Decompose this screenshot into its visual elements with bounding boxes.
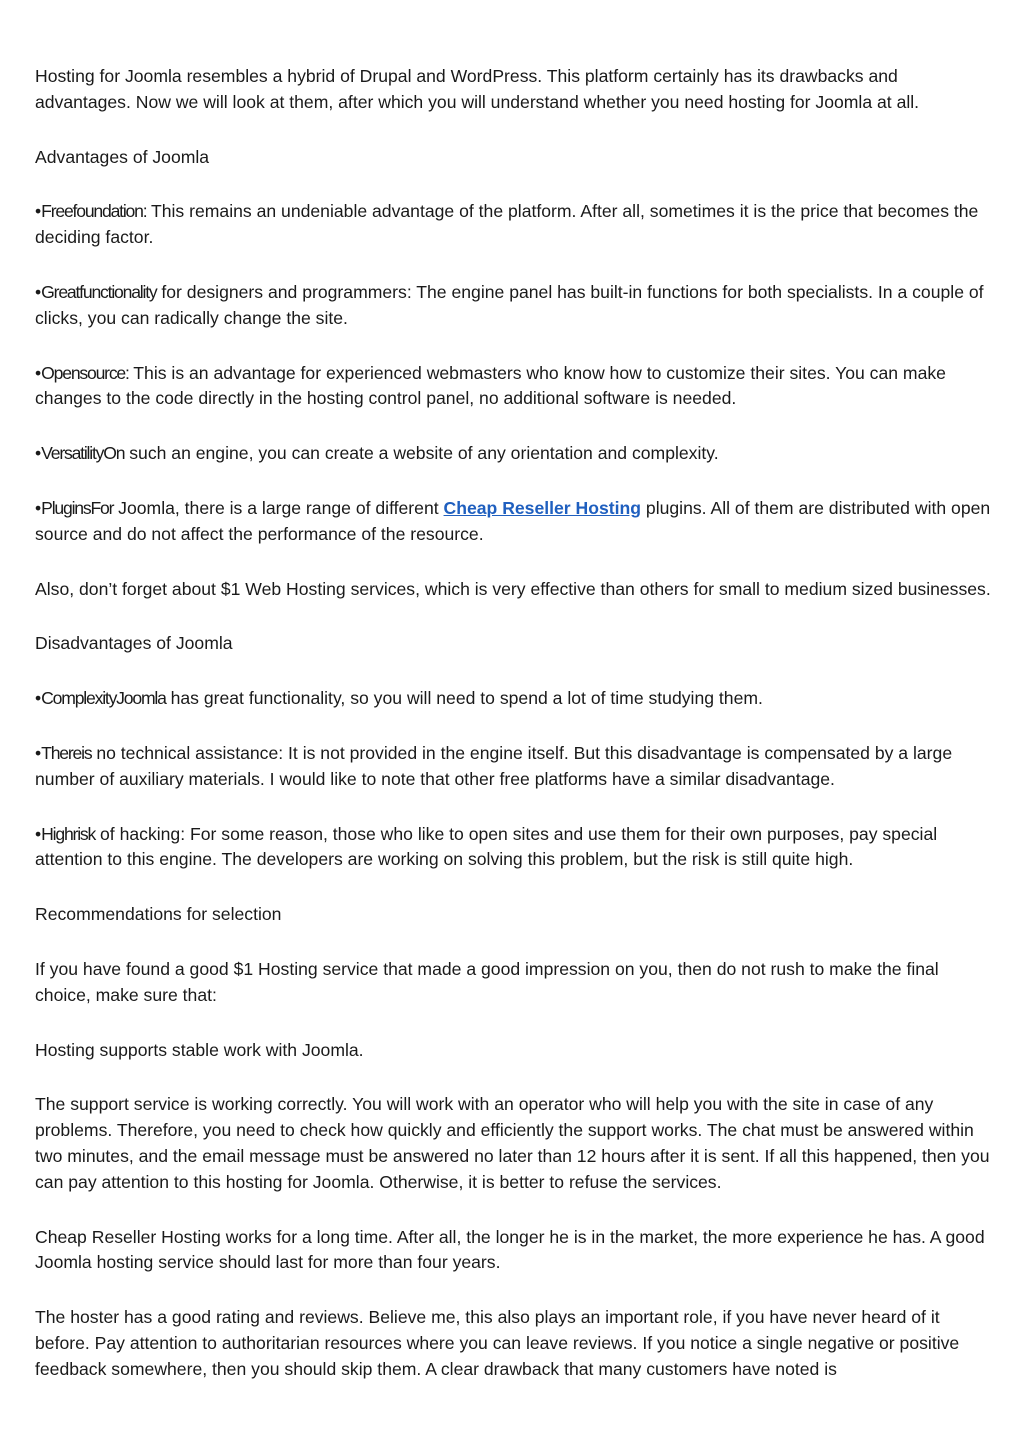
disadvantage-lead: Highrisk — [41, 823, 96, 844]
recommendation-joomla-support: Hosting supports stable work with Joomla. — [35, 1039, 364, 1060]
cheap-reseller-hosting-link[interactable]: Cheap Reseller Hosting — [443, 497, 642, 518]
advantage-text: plugins. All of them are distributed with open source and do not affect the performance of the resource. — [35, 497, 991, 544]
bullet-icon: • — [35, 823, 42, 844]
advantage-text: such an engine, you can create a website of any orientation and complexity. — [124, 443, 719, 464]
disadvantage-lead: Thereis — [41, 742, 92, 763]
advantage-text: This remains an undeniable advantage of the platform. After all, sometimes it is the price that becomes the deciding factor. — [35, 201, 979, 248]
advantage-item-functionality — [35, 280, 995, 332]
bullet-icon: • — [35, 201, 42, 222]
advantage-text: This is an advantage for experienced webmasters who know how to customize their sites. You can make changes to the code directly in the hosting control panel, no additional software is needed. — [35, 362, 946, 409]
advantage-item-open-source — [35, 361, 995, 413]
advantage-item-plugins — [35, 496, 995, 548]
advantage-lead: VersatilityOn — [41, 443, 125, 464]
document-page — [35, 64, 995, 1412]
bullet-icon: • — [35, 742, 42, 763]
disadvantage-text: of hacking: For some reason, those who like to open sites and use them for their own purposes, pay special attention to this engine. The developers are working on solving this problem, but the risk is still quite high. — [35, 823, 938, 870]
disadvantage-lead: ComplexityJoomla — [41, 688, 166, 709]
intro-paragraph: Hosting for Joomla resembles a hybrid of Drupal and WordPress. This platform certainly has its drawbacks and advantages. Now we will look at them, after which you will understand whether you need hosting for Joomla at all. — [35, 66, 920, 112]
recommendations-heading: Recommendations for selection — [35, 904, 282, 925]
recommendations-intro: If you have found a good $1 Hosting service that made a good impression on you, then do not rush to make the final choice, make sure that: — [35, 958, 939, 1005]
bullet-icon: • — [35, 688, 42, 709]
advantage-text: Joomla, there is a large range of different — [113, 497, 444, 518]
disadvantage-item-no-assistance — [35, 741, 995, 793]
disadvantage-item-complexity — [35, 686, 995, 712]
advantage-item-free — [35, 199, 995, 251]
recommendation-longevity: Cheap Reseller Hosting works for a long time. After all, the longer he is in the market, the more experience he has. A good Joomla hosting service should last for more than four years. — [35, 1226, 985, 1273]
bullet-icon: • — [35, 497, 42, 518]
disadvantage-item-hacking — [35, 822, 995, 874]
advantage-lead: Freefoundation: — [41, 201, 147, 222]
recommendation-rating-reviews: The hoster has a good rating and reviews. Believe me, this also plays an important role, if you have never heard of it before. Pay attention to authoritarian resources where you can leave reviews. If you notice a single negative or positive feedback somewhere, then you should skip them. A clear drawback that many customers have noted is — [35, 1307, 960, 1379]
advantage-lead: Opensource: — [41, 362, 129, 383]
disadvantages-heading: Disadvantages of Joomla — [35, 633, 233, 654]
disadvantage-text: no technical assistance: It is not provided in the engine itself. But this disadvantage is compensated by a large number of auxiliary materials. I would like to note that other free platforms have a similar disadvantage. — [35, 742, 953, 789]
bullet-icon: • — [35, 362, 42, 383]
advantage-lead: PluginsFor — [41, 497, 114, 518]
advantage-item-versatility — [35, 441, 995, 467]
bullet-icon: • — [35, 443, 42, 464]
recommendation-support-service: The support service is working correctly. You will work with an operator who will help you with the site in case of any problems. Therefore, you need to check how quickly and efficiently the support works. The chat must be answered within two minutes, and the email message must be answered no later than 12 hours after it is sent. If all this happened, then you can pay attention to this hosting for Joomla. Otherwise, it is better to refuse the services. — [35, 1094, 990, 1192]
advantage-lead: Greatfunctionality — [41, 281, 157, 302]
bullet-icon: • — [35, 281, 42, 302]
advantages-heading: Advantages of Joomla — [35, 146, 210, 167]
advantage-text: for designers and programmers: The engine panel has built-in functions for both specialists. In a couple of clicks, you can radically change the site. — [35, 281, 984, 328]
disadvantage-text: has great functionality, so you will need to spend a lot of time studying them. — [165, 688, 763, 709]
also-paragraph: Also, don’t forget about $1 Web Hosting services, which is very effective than others for small to medium sized businesses. — [35, 578, 991, 599]
